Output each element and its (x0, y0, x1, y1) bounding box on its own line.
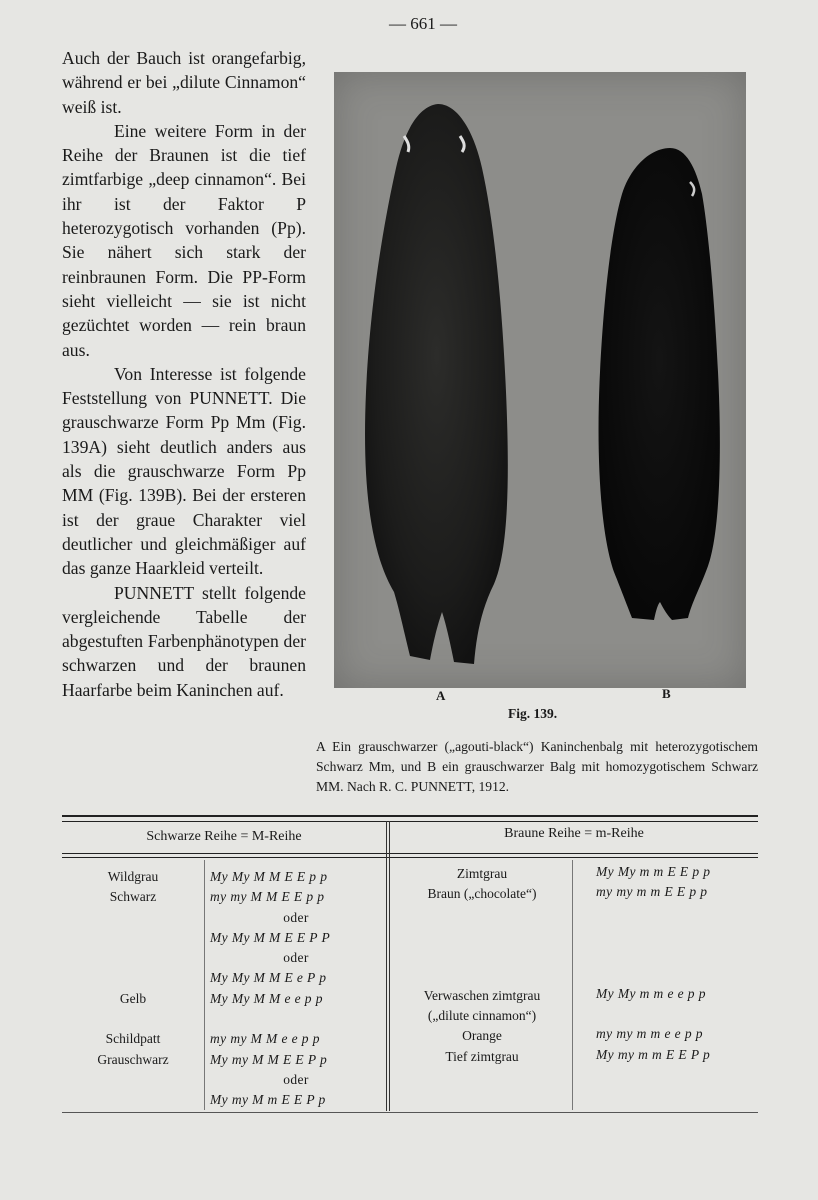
phenotype-label (396, 945, 568, 965)
phenotype-label: Zimtgrau (456, 866, 508, 881)
phenotype-label: Verwaschen zimtgrau (423, 987, 541, 1003)
genotype (596, 1004, 756, 1024)
oder-word: oder (283, 1071, 309, 1087)
phenotype-label (396, 905, 568, 925)
table-top-rule-inner (62, 821, 758, 822)
rabbit-pelts-photo (334, 72, 746, 688)
genotype: My my M m E E P p (210, 1092, 326, 1108)
phenotype-label: Schwarz (109, 889, 157, 905)
figure-caption: A Ein grauschwarzer („agouti-black“) Kaninchenbalg mit heterozygotischem Schwarz Mm, und B ein grauschwarzer Balg mit homozygotischem Schwarz MM. Nach R. C. PUNNETT, 1912. (316, 739, 758, 794)
genotype (596, 963, 756, 983)
genotype (596, 903, 756, 923)
phenotype-label (396, 965, 568, 985)
phenotype-label: Braun („chocolate“) (427, 886, 537, 902)
header-black-series: Schwarze Reihe = M-Reihe (146, 829, 302, 844)
phenotype-label (62, 968, 204, 988)
table-divider (386, 821, 387, 1111)
phenotype-label: Tief zimtgrau (445, 1048, 519, 1064)
paragraph-3: Von Interesse ist folgende Feststellung von PUNNETT. Die grauschwarze Form Pp Mm (Fig. 139A) sieht deutlich anders aus als die grauschwarze Form Pp MM (Fig. 139B). Bei der ersteren ist der graue Charakter viel deutlicher und gleichmäßiger auf das ganze Haarkleid verteilt. (62, 363, 306, 579)
header-rule-inner (62, 857, 758, 858)
paragraph-4: PUNNETT stellt folgende vergleichende Tabelle der abgestuften Farbenphänotypen der schwarzen und der braunen Haarfarbe beim Kaninchen auf. (62, 582, 306, 700)
phenotype-label: Orange (462, 1028, 502, 1044)
table-divider-inner (389, 821, 390, 1111)
table-divider-right (572, 860, 573, 1110)
figure-label-a: A (436, 688, 446, 703)
genotype: My My M M e e p p (210, 990, 323, 1006)
pelt-a (365, 104, 508, 664)
page-number: — 661 — (389, 14, 457, 33)
genotype: my my M M e e p p (210, 1031, 320, 1047)
right-genotype-column (596, 862, 756, 1065)
genotype: My My M M E e P p (210, 970, 327, 986)
phenotype-label: Schildpatt (105, 1031, 161, 1047)
genotype: My My m m e e p p (596, 985, 706, 1001)
table-top-rule (62, 815, 758, 817)
oder-word: oder (283, 950, 309, 966)
phenotype-label: Gelb (119, 990, 147, 1006)
genotype (596, 943, 756, 963)
phenotype-label: Wildgrau (107, 869, 159, 884)
phenotype-label: („dilute cinnamon“) (427, 1008, 537, 1024)
table-divider-left (204, 860, 205, 1110)
pelt-b (599, 148, 720, 620)
phenotype-label (62, 928, 204, 948)
header-rule (62, 853, 758, 854)
left-phenotype-column (62, 867, 204, 1070)
genotype: my my M M E E p p (210, 889, 325, 905)
genotype: My My M M E E P P (210, 929, 331, 945)
paragraph-2: Eine weitere Form in der Reihe der Braunen ist die tief zimtfarbige „deep cinnamon“. Bei ihr ist der Faktor P heterozygotisch vorhanden (Pp). Sie nähert sich stark der reinbraunen Form. Die PP-Form sieht vielleicht — sie ist nicht gezüchtet worden — rein braun aus. (62, 120, 306, 360)
genotype: My my M M E E P p (210, 1051, 328, 1067)
phenotype-label (62, 908, 204, 928)
genotype: My My M M E E p p (210, 869, 328, 884)
genotype: my my m m E E p p (596, 884, 708, 900)
body-text (62, 46, 306, 702)
right-phenotype-column (396, 864, 568, 1067)
genotype: my my m m e e p p (596, 1026, 703, 1042)
genotype: My My m m E E p p (596, 864, 711, 879)
paragraph-1: Auch der Bauch ist orangefarbig, während er bei „dilute Cinnamon“ weiß ist. (62, 48, 306, 117)
genotype (210, 1009, 382, 1029)
genotype (596, 923, 756, 943)
phenotype-label (62, 948, 204, 968)
oder-word: oder (283, 909, 309, 925)
figure-label-b: B (662, 686, 671, 701)
phenotype-label (62, 1009, 204, 1029)
phenotype-label: Grauschwarz (97, 1051, 169, 1067)
genotype: My my m m E E P p (596, 1046, 711, 1062)
figure-title: Fig. 139. (508, 706, 558, 721)
header-brown-series: Braune Reihe = m-Reihe (504, 826, 644, 841)
phenotype-label (396, 925, 568, 945)
table-bottom-rule (62, 1112, 758, 1113)
left-genotype-column (210, 867, 382, 1111)
